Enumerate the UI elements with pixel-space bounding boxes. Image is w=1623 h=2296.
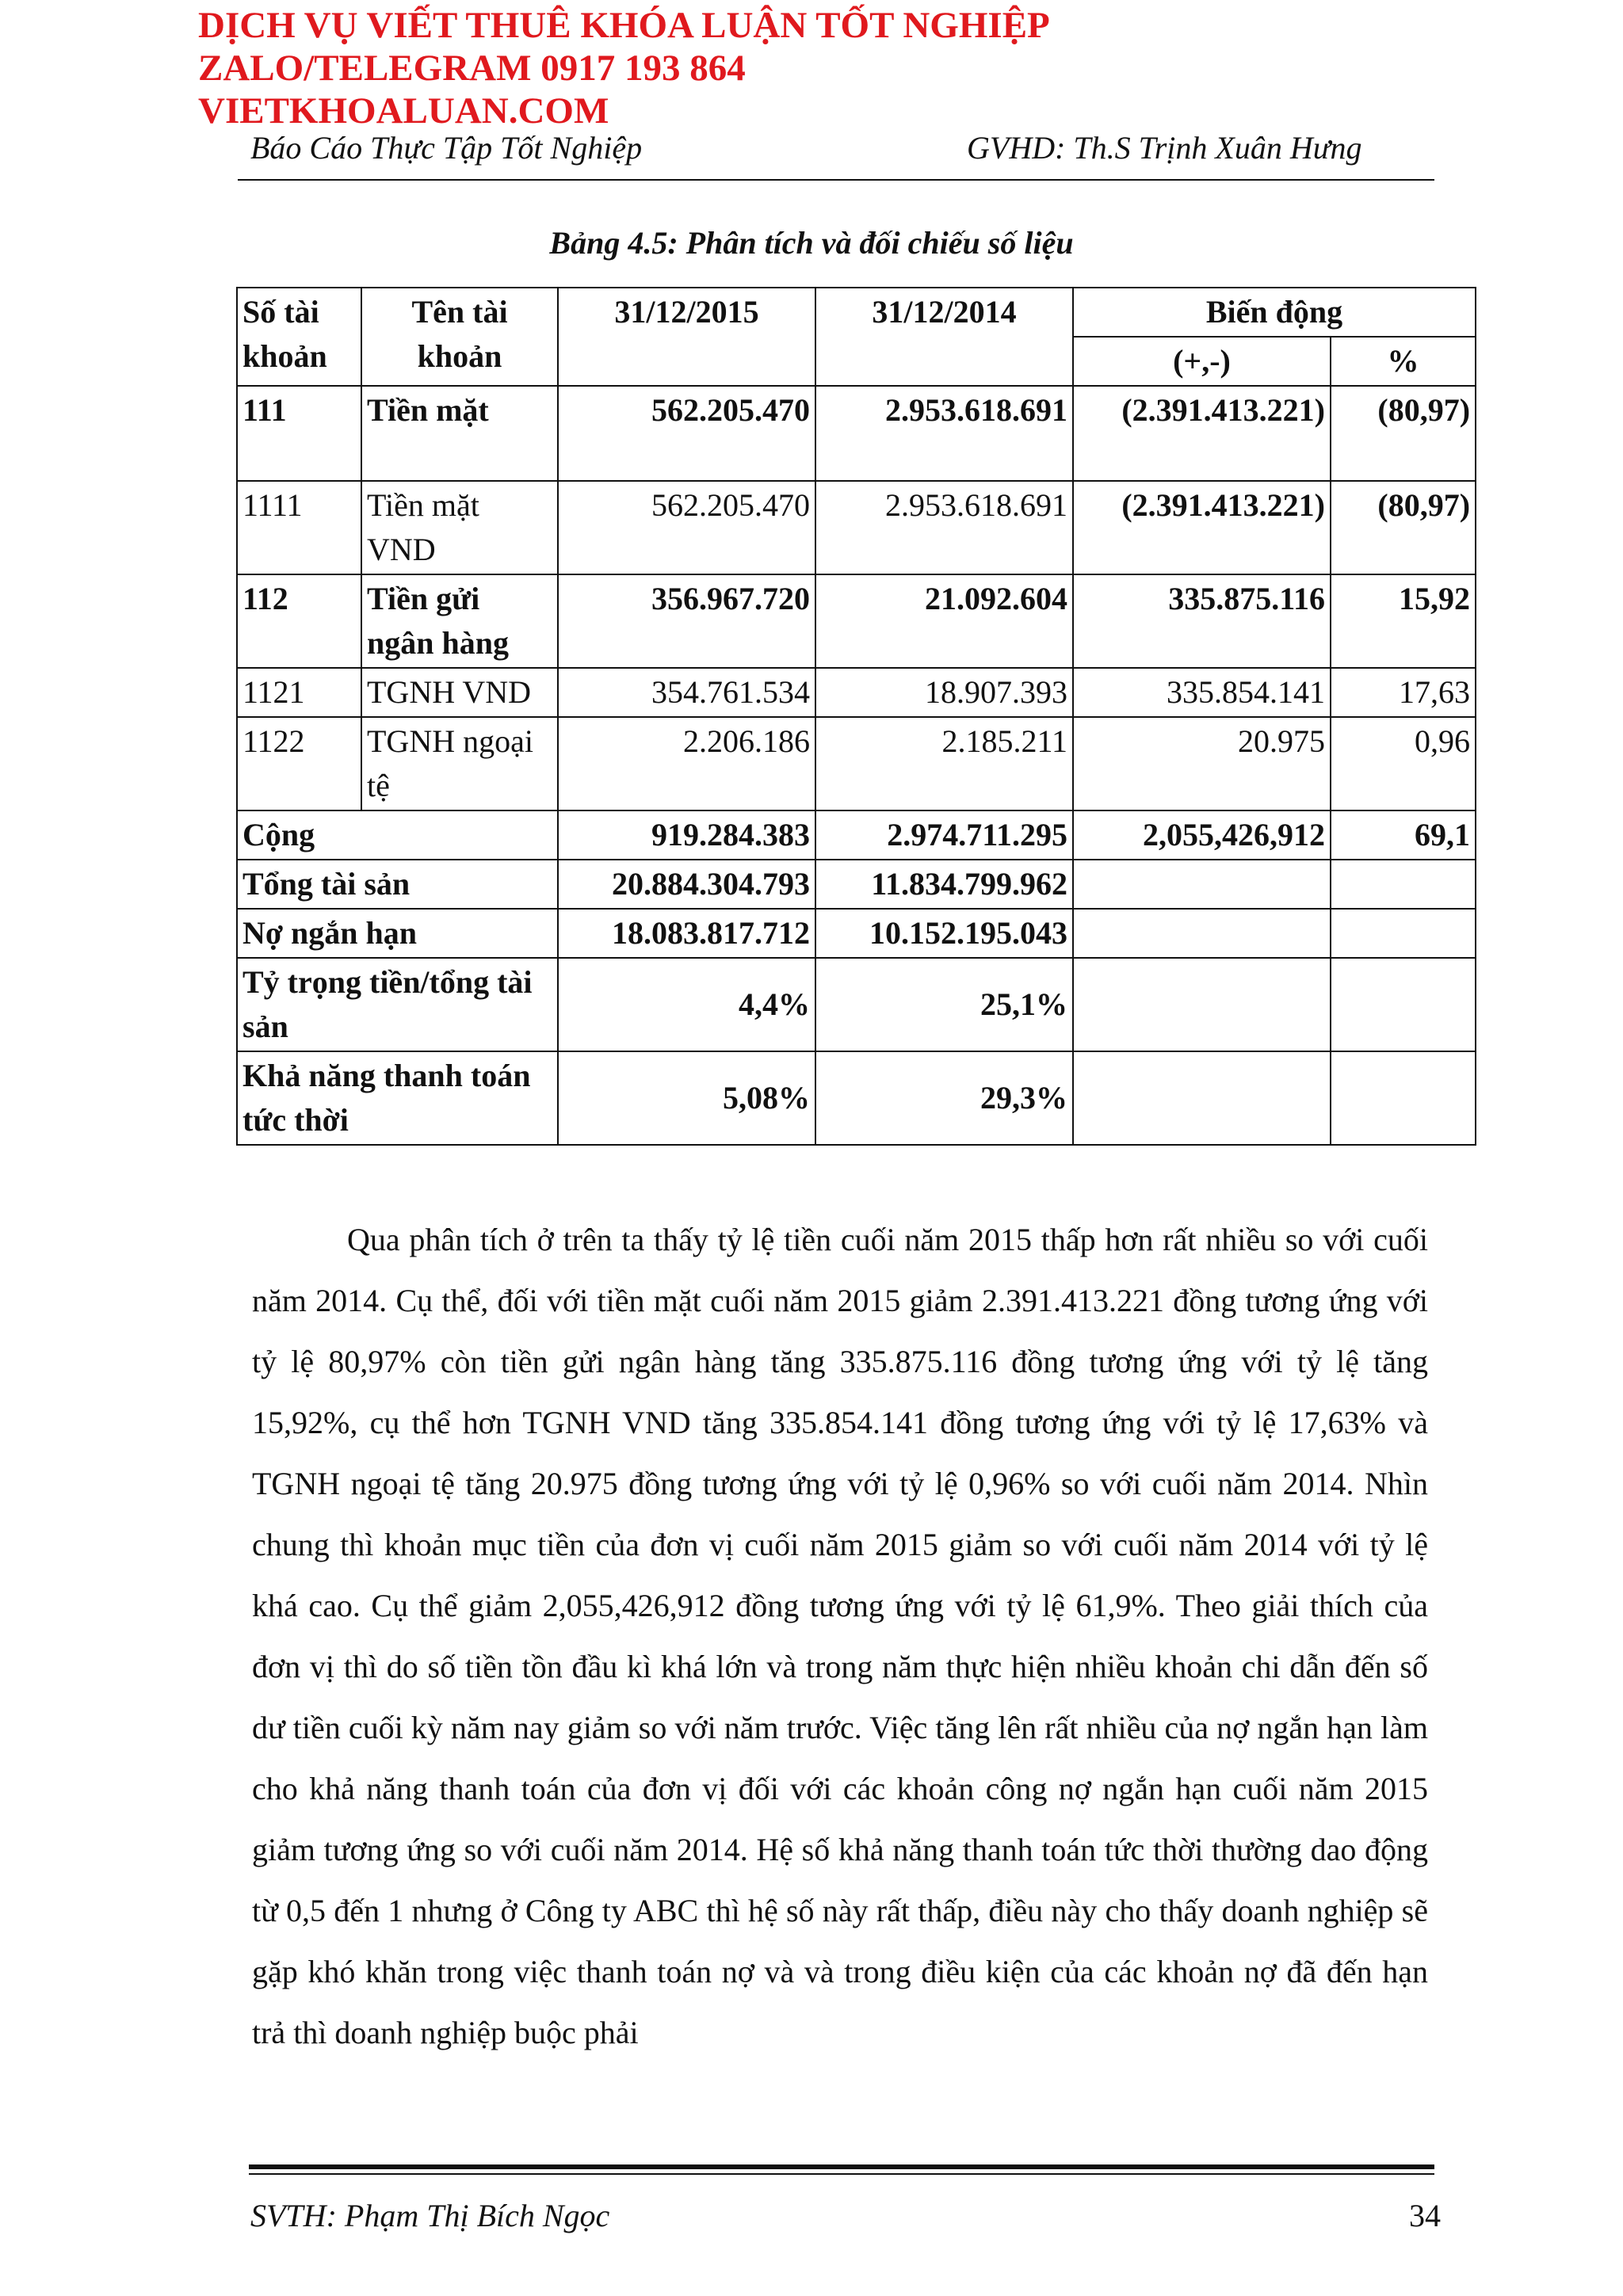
cell-2014: 2.953.618.691 [815,481,1073,574]
cell-liquidity-2014: 29,3% [815,1051,1073,1145]
cell-2015: 562.205.470 [558,481,815,574]
footer-rule-thick [249,2164,1434,2169]
header-rule [238,179,1434,181]
cell-2015: 2.206.186 [558,717,815,810]
cell-short-debt-2014: 10.152.195.043 [815,909,1073,958]
header-report-title: Báo Cáo Thực Tập Tốt Nghiệp [250,130,643,166]
cell-account-no: 1122 [237,717,361,810]
cell-empty [1073,1051,1331,1145]
cell-change-pct: (80,97) [1331,386,1476,481]
table-row [237,668,1476,717]
cell-2014: 21.092.604 [815,574,1073,668]
cell-account-name: Tiền gửi ngân hàng [361,574,558,668]
cell-account-no: 1111 [237,481,361,574]
header-change-pct: % [1331,337,1476,386]
footer-student: SVTH: Phạm Thị Bích Ngọc [250,2198,610,2233]
cell-empty [1073,860,1331,909]
cell-account-no: 111 [237,386,361,481]
header-change: Biến động [1073,288,1476,337]
cell-total-label: Cộng [237,810,558,860]
cell-empty [1331,860,1476,909]
table-row [237,481,1476,574]
cell-cash-ratio-2014: 25,1% [815,958,1073,1051]
cell-account-name: Tiền mặt [361,386,558,481]
cell-change-pct: 0,96 [1331,717,1476,810]
cell-2015: 562.205.470 [558,386,815,481]
cell-total-change-abs: 2,055,426,912 [1073,810,1331,860]
table-row [237,574,1476,668]
table-liquidity-row [237,1051,1476,1145]
table-short-debt-row [237,909,1476,958]
header-2015: 31/12/2015 [558,288,815,386]
header-supervisor: GVHD: Th.S Trịnh Xuân Hưng [967,130,1362,166]
cell-2014: 2.185.211 [815,717,1073,810]
watermark-line-1: DỊCH VỤ VIẾT THUÊ KHÓA LUẬN TỐT NGHIỆP [198,5,1050,46]
cell-account-no: 1121 [237,668,361,717]
watermark-line-3: VIETKHOALUAN.COM [198,90,609,132]
cell-empty [1073,909,1331,958]
cell-empty [1331,958,1476,1051]
cell-liquidity-label: Khả năng thanh toán tức thời [237,1051,558,1145]
cell-change-abs: (2.391.413.221) [1073,481,1331,574]
cell-empty [1331,1051,1476,1145]
cell-account-no: 112 [237,574,361,668]
page-number: 34 [1409,2198,1441,2233]
cell-total-2014: 2.974.711.295 [815,810,1073,860]
cell-total-assets-2015: 20.884.304.793 [558,860,815,909]
cell-change-abs: 335.875.116 [1073,574,1331,668]
cell-empty [1073,958,1331,1051]
cell-total-assets-label: Tổng tài sản [237,860,558,909]
cell-total-2015: 919.284.383 [558,810,815,860]
table-total-row [237,810,1476,860]
cell-empty [1331,909,1476,958]
analysis-paragraph: Qua phân tích ở trên ta thấy tỷ lệ tiền cuối năm 2015 thấp hơn rất nhiều so với cuối năm 2014. Cụ thể, đối với tiền mặt cuối năm 2015 giảm 2.391.413.221 đồng tương ứng với tỷ lệ 80,97% còn tiền gửi ngân hàng tăng 335.875.116 đồng tương ứng với tỷ lệ tăng 15,92%, cụ thể hơn TGNH VND tăng 335.854.141 đồng tương ứng với tỷ lệ 17,63% và TGNH ngoại tệ tăng 20.975 đồng tương ứng với tỷ lệ 0,96% so với cuối năm 2014. Nhìn chung thì khoản mục tiền của đơn vị cuối năm 2015 giảm so với cuối năm 2014 với tỷ lệ khá cao. Cụ thể giảm 2,055,426,912 đồng tương ứng với tỷ lệ 61,9%. Theo giải thích của đơn vị thì do số tiền tồn đầu kì khá lớn và trong năm thực hiện nhiều khoản chi dẫn đến số dư tiền cuối kỳ năm nay giảm so với năm trước. Việc tăng lên rất nhiều của nợ ngắn hạn làm cho khả năng thanh toán của đơn vị đối với các khoản công nợ ngắn hạn cuối năm 2015 giảm tương ứng so với cuối năm 2014. Hệ số khả năng thanh toán tức thời thường dao động từ 0,5 đến 1 nhưng ở Công ty ABC thì hệ số này rất thấp, điều này cho thấy doanh nghiệp sẽ gặp khó khăn trong việc thanh toán nợ và và trong điều kiện của các khoản nợ đã đến hạn trả thì doanh nghiệp buộc phải [252,1222,1428,2050]
cell-short-debt-2015: 18.083.817.712 [558,909,815,958]
cell-change-abs: 20.975 [1073,717,1331,810]
header-account-name: Tên tài khoản [361,288,558,386]
cell-2015: 354.761.534 [558,668,815,717]
table-header-row [237,288,1476,337]
header-2014: 31/12/2014 [815,288,1073,386]
cell-account-name: Tiền mặt VND [361,481,558,574]
cell-short-debt-label: Nợ ngắn hạn [237,909,558,958]
analysis-table [236,287,1476,1146]
cell-change-pct: 15,92 [1331,574,1476,668]
cell-2014: 18.907.393 [815,668,1073,717]
cell-change-pct: (80,97) [1331,481,1476,574]
cell-total-change-pct: 69,1 [1331,810,1476,860]
cell-2015: 356.967.720 [558,574,815,668]
cell-liquidity-2015: 5,08% [558,1051,815,1145]
table-total-assets-row [237,860,1476,909]
header-account-no: Số tài khoản [237,288,361,386]
header-change-abs: (+,-) [1073,337,1331,386]
cell-account-name: TGNH ngoại tệ [361,717,558,810]
footer-rule-thin [249,2173,1434,2175]
table-cash-ratio-row [237,958,1476,1051]
table-row [237,386,1476,481]
table-caption: Bảng 4.5: Phân tích và đối chiếu số liệu [549,225,1074,261]
cell-total-assets-2014: 11.834.799.962 [815,860,1073,909]
watermark-line-2: ZALO/TELEGRAM 0917 193 864 [198,48,746,89]
cell-change-abs: 335.854.141 [1073,668,1331,717]
cell-cash-ratio-label: Tỷ trọng tiền/tổng tài sản [237,958,558,1051]
cell-change-abs: (2.391.413.221) [1073,386,1331,481]
table-row [237,717,1476,810]
cell-account-name: TGNH VND [361,668,558,717]
cell-change-pct: 17,63 [1331,668,1476,717]
cell-2014: 2.953.618.691 [815,386,1073,481]
cell-cash-ratio-2015: 4,4% [558,958,815,1051]
